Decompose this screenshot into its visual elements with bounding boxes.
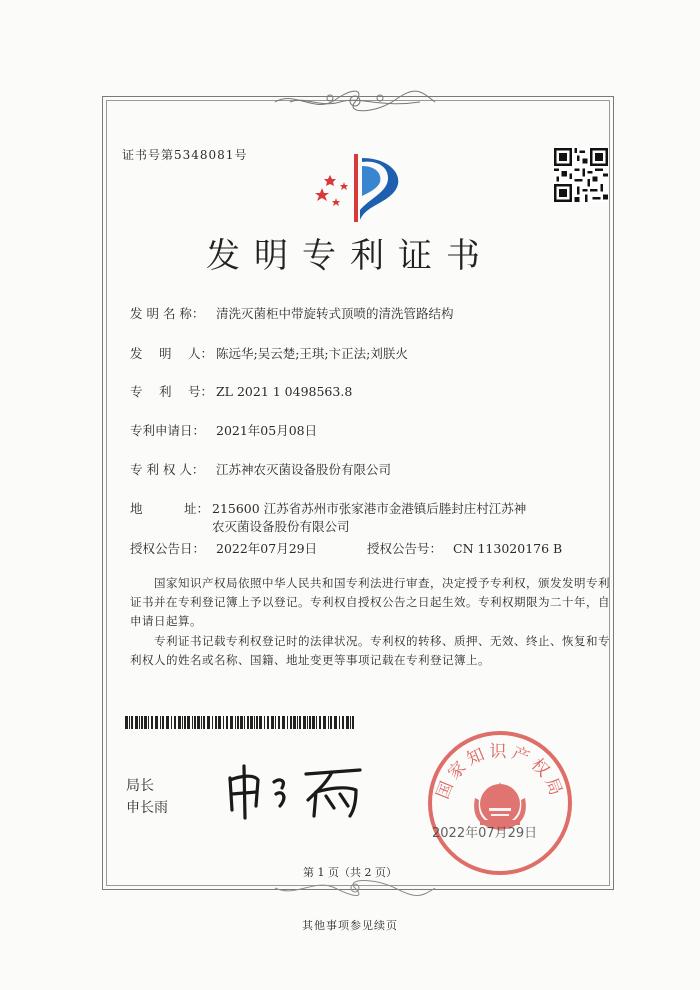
inventor-value: 陈远华;吴云楚;王琪;卞正法;刘朕火 bbox=[216, 346, 408, 361]
official-seal-icon bbox=[425, 728, 575, 878]
field-grant-number bbox=[367, 540, 562, 558]
patent-number-label: 专 利 号： bbox=[130, 384, 213, 399]
field-inventor bbox=[130, 345, 408, 363]
seal-date: 2022年07月29日 bbox=[432, 826, 538, 841]
field-patentee bbox=[130, 461, 391, 479]
grant-date-label: 授权公告日： bbox=[130, 541, 206, 556]
inventor-label: 发 明 人： bbox=[130, 346, 213, 361]
top-ornament-icon bbox=[270, 88, 440, 114]
footer-note: 其他事项参见续页 bbox=[302, 919, 398, 932]
invention-name-value: 清洗灭菌柜中带旋转式顶喷的清洗管路结构 bbox=[216, 306, 454, 321]
patent-number-value: ZL 2021 1 0498563.8 bbox=[216, 384, 353, 399]
field-invention-name bbox=[130, 305, 454, 323]
bottom-ornament-icon bbox=[270, 876, 440, 900]
barcode-icon bbox=[125, 716, 357, 729]
patentee-label: 专 利 权 人： bbox=[130, 462, 205, 477]
qr-code-icon bbox=[554, 148, 608, 202]
invention-name-label: 发 明 名 称： bbox=[130, 306, 205, 321]
cnipa-logo-icon bbox=[314, 148, 410, 228]
field-grant-date bbox=[130, 540, 317, 558]
director-title: 局长 bbox=[126, 778, 154, 794]
document-title: 发明专利证书 bbox=[206, 236, 494, 276]
grant-date-value: 2022年07月29日 bbox=[216, 541, 318, 556]
seal-text: 国家知识产权局 bbox=[432, 742, 568, 802]
page-number: 第 1 页（共 2 页） bbox=[303, 866, 397, 879]
grant-number-label: 授权公告号： bbox=[367, 541, 443, 556]
filing-date-label: 专利申请日： bbox=[130, 423, 206, 438]
director-signature-icon bbox=[220, 760, 370, 820]
field-filing-date bbox=[130, 422, 317, 440]
grant-statement-paragraph: 国家知识产权局依照中华人民共和国专利法进行审查，决定授予专利权，颁发发明专利证书并在专利登记簿上予以登记。专利权自授权公告之日起生效。专利权期限为二十年，自申请日起算。 bbox=[130, 576, 610, 628]
grant-number-value: CN 113020176 B bbox=[453, 541, 563, 556]
certificate-number: 证书号第5348081号 bbox=[122, 148, 248, 162]
field-patent-number bbox=[130, 383, 352, 401]
address-value: 215600 江苏省苏州市张家港市金港镇后塍封庄村江苏神农灭菌设备股份有限公司 bbox=[212, 501, 527, 534]
legal-status-paragraph: 专利证书记载专利权登记时的法律状况。专利权的转移、质押、无效、终止、恢复和专利权人的姓名或名称、国籍、地址变更等事项记载在专利登记簿上。 bbox=[130, 634, 610, 667]
director-name: 申长雨 bbox=[126, 800, 168, 816]
field-address-label-row bbox=[130, 500, 216, 518]
filing-date-value: 2021年05月08日 bbox=[216, 423, 318, 438]
address-label: 地 址： bbox=[130, 501, 209, 516]
patentee-value: 江苏神农灭菌设备股份有限公司 bbox=[216, 462, 392, 477]
